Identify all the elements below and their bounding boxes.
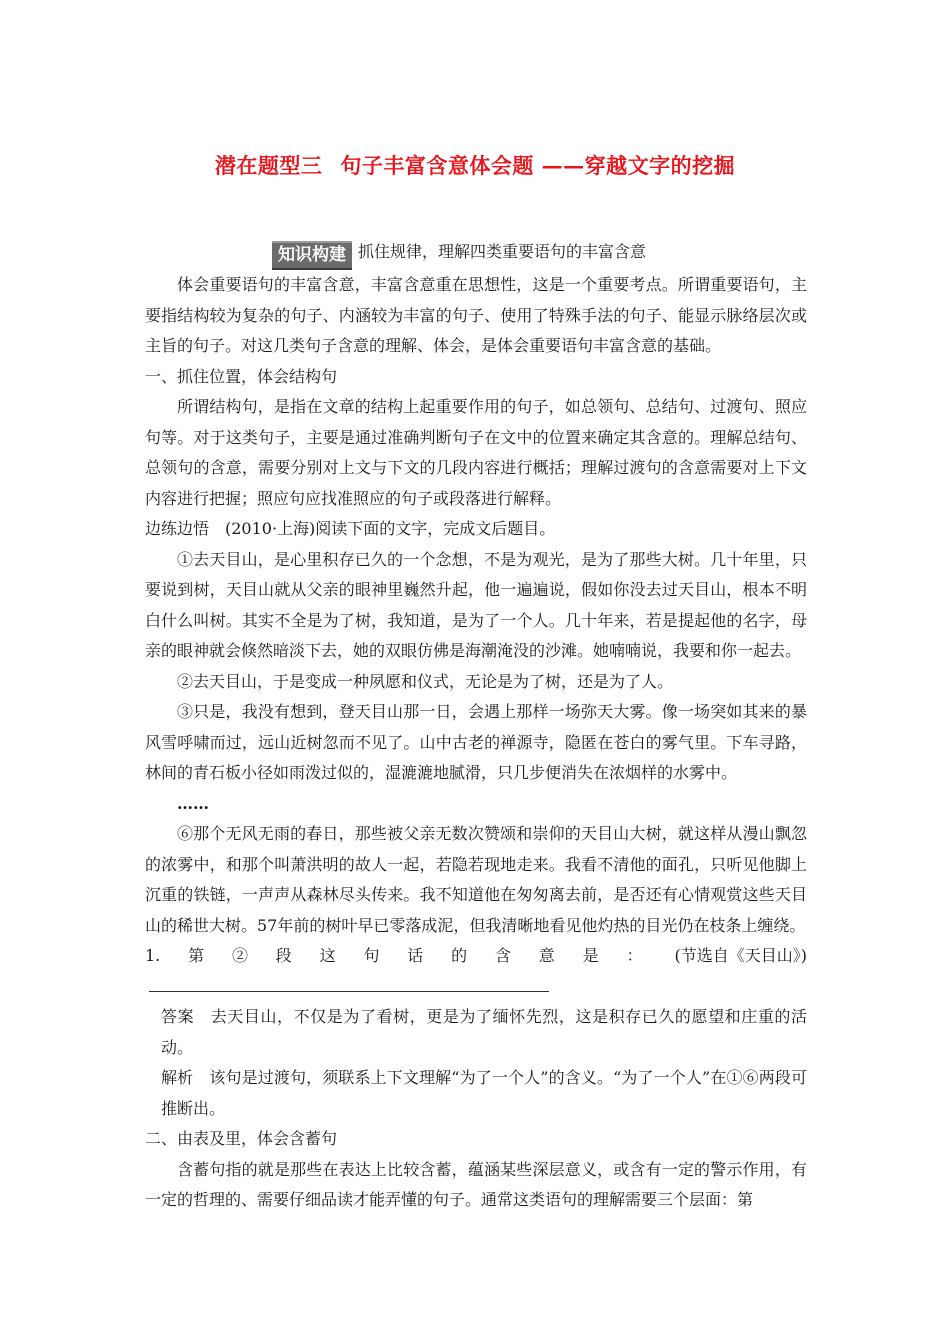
heading-implicit-sentence: 二、由表及里，体会含蓄句	[145, 1129, 338, 1148]
question-1-answer: 答案 去天目山，不仅是为了看树，更是为了缅怀先烈，这是积存已久的愿望和庄重的活动。	[161, 1007, 807, 1057]
content-block	[145, 236, 807, 1216]
section-subtitle: 抓住规律，理解四类重要语句的丰富含意	[358, 241, 647, 261]
section-header	[145, 236, 807, 270]
section-badge: 知识构建	[272, 241, 352, 270]
page-title	[0, 150, 950, 180]
structure-sentence-paragraph: 所谓结构句，是指在文章的结构上起重要作用的句子，如总领句、总结句、过渡句、照应句等。对于这类句子，主要是通过准确判断句子在文中的位置来确定其含意的。理解总结句、总领句的含意，需要分别对上文与下文的几段内容进行概括；理解过渡句的含意需要对上下文内容进行把握；照应句应找准照应的句子或段落进行解释。	[145, 397, 807, 508]
passage-paragraph-2: ②去天目山，于是变成一种夙愿和仪式，无论是为了树，还是为了人。	[177, 671, 674, 691]
question-1-analysis: 解析 该句是过渡句，须联系上下文理解“为了一个人”的含义。“为了一个人”在①⑥两段可推断出。	[161, 1068, 807, 1118]
passage-paragraph-1: ①去天目山，是心里积存已久的一个念想，不是为观光，是为了那些大树。几十年里，只要说到树，天目山就从父亲的眼神里巍然升起，他一遍遍说，假如你没去过天目山，根本不明白什么叫树。其实不全是为了树，我知道，是为了一个人。几十年来，若是提起他的名字，母亲的眼神就会倏然暗淡下去，她的双眼仿佛是海潮淹没的沙滩。她喃喃说，我要和你一起去。	[145, 549, 807, 660]
question-1-label: 1.第②段这句话的含意是：	[145, 946, 643, 965]
passage-paragraph-3: ③只是，我没有想到，登天目山那一日，会遇上那样一场弥天大雾。像一场突如其来的暴风雪呼啸而过，远山近树忽而不见了。山中古老的禅源寺，隐匿在苍白的雾气里。下车寻路，林间的青石板小径如雨泼过似的，湿漉漉地腻滑，只几步便消失在浓烟样的水雾中。	[145, 702, 807, 782]
practice-intro: 边练边悟 (2010·上海)阅读下面的文字，完成文后题目。	[145, 519, 556, 538]
heading-structure-sentence: 一、抓住位置，体会结构句	[145, 366, 338, 386]
title-part2: 句子丰富含意体会题 ——穿越文字的挖掘	[340, 153, 736, 178]
title-part1: 潜在题型三	[214, 153, 323, 178]
implicit-sentence-paragraph: 含蓄句指的就是那些在表达上比较含蓄，蕴涵某些深层意义，或含有一定的警示作用，有一定的哲理的、需要仔细品读才能弄懂的句子。通常这类语句的理解需要三个层面：第	[145, 1159, 807, 1209]
answer-blank-line	[149, 973, 549, 992]
passage-paragraph-6-text: ⑥那个无风无雨的春日，那些被父亲无数次赞颂和崇仰的天目山大树，就这样从漫山飘忽的浓雾中，和那个叫萧洪明的故人一起，若隐若现地走来。我看不清他的面孔，只听见他脚上沉重的铁链，一声声从森林尽头传来。我不知道他在匆匆离去前，是否还有心情观赏这些天目山的稀世大树。57年前的树叶早已零落成泥，但我清晰地看见他灼热的目光仍在枝条上缠绕。	[145, 824, 807, 935]
passage-ellipsis: ……	[177, 793, 209, 813]
passage-source: (节选自《天目山》)	[674, 946, 807, 965]
intro-paragraph: 体会重要语句的丰富含意，丰富含意重在思想性，这是一个重要考点。所谓重要语句，主要指结构较为复杂的句子、内涵较为丰富的句子、使用了特殊手法的句子、能显示脉络层次或主旨的句子。对这几类句子含意的理解、体会，是体会重要语句丰富含意的基础。	[145, 275, 807, 355]
